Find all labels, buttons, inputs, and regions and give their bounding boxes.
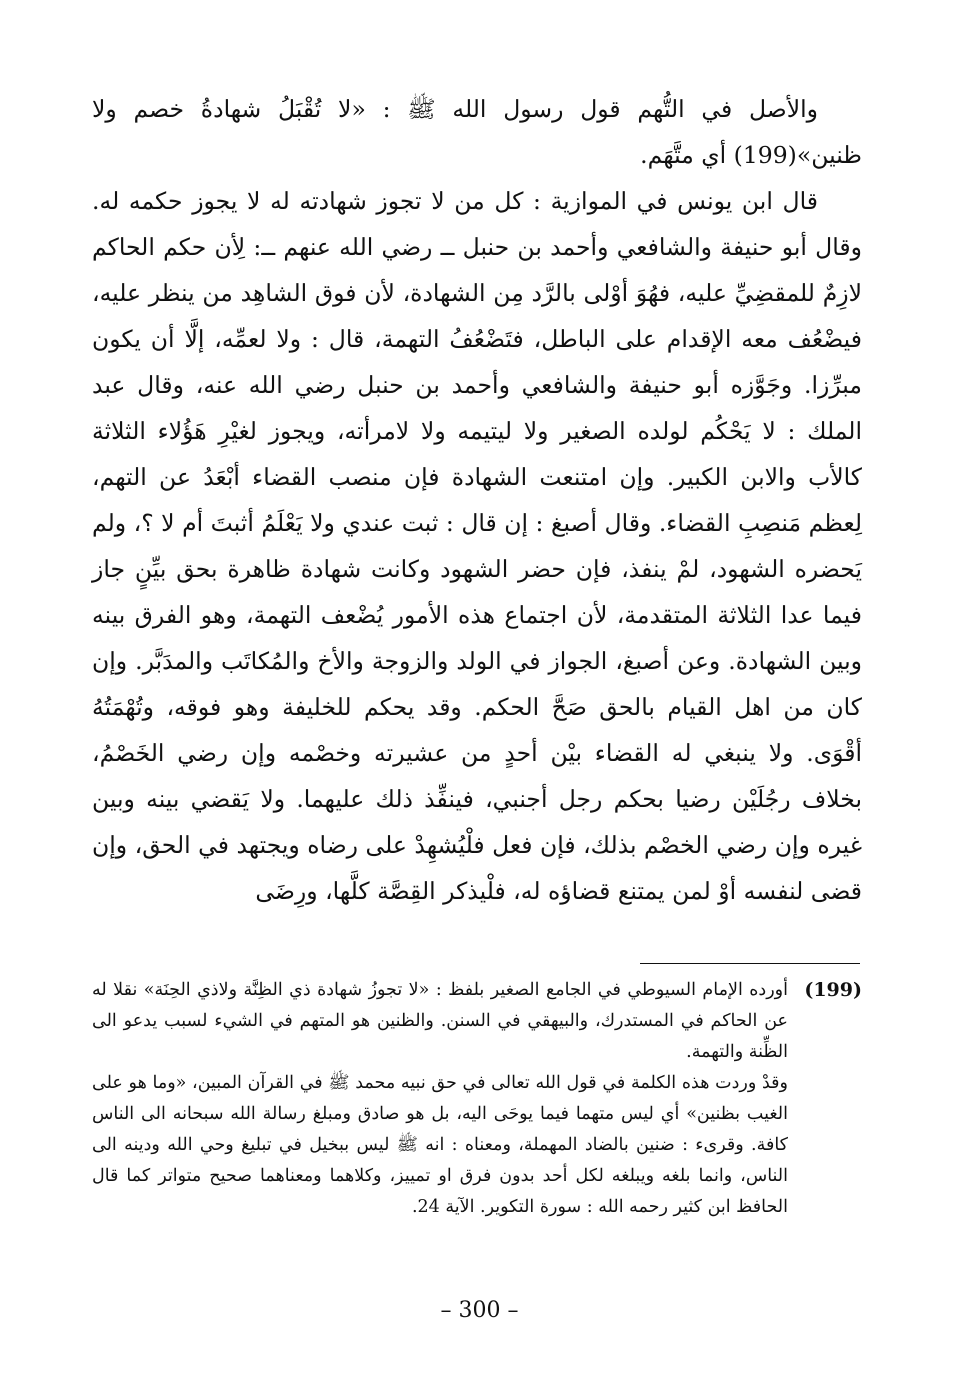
footnote-separator [640,963,860,964]
footnote-paragraph-1: أورده الإمام السيوطي في الجامع الصغير بلفظ : «لا تجوزُ شهادة ذي الظِنَّة ولاذي الحِنَة» نقلا له عن الحاكم في المستدرك، والبيهقي في السنن. والظنين هو المتهم في الشيء لسبب يدعو الى الظِّنة والتهمة. [92,980,788,1062]
footnote-199 [92,975,862,1223]
page-number: – 300 – [440,1298,519,1323]
paragraph-1: والأصل في التُّهم قول رسول الله ﷺ : «لا تُقْبَلُ شهادةُ خصم ولا ظنين»(199) أي متَّهَم. [92,95,862,169]
main-text [92,86,862,914]
footnotes [92,975,862,1223]
paragraph-2: قال ابن يونس في الموازية : كل من لا تجوز شهادته له لا يجوز حكمه له. وقال أبو حنيفة والشافعي وأحمد بن حنبل ــ رضي الله عنهم ــ: لِأن حكم الحاكم لازِمٌ للمقضِيِّ عليه، فهُوَ أوْلى بالرَّد مِن الشهادة، لأن فوق الشاهِد من ينظر عليه، فيضْعُف معه الإقدام على الباطل، فتَضْعُفُ التهمة، قال : ولا لعمِّه، إلَّا أن يكون مبرِّزا. وجَوَّزه أبو حنيفة والشافعي وأحمد بن حنبل رضي الله عنه، وقال عبد الملك : لا يَحْكُم لولده الصغير ولا ليتيمه ولا لامرأته، ويجوز لغيْرِ هَؤُلاء الثلاثة كالأب والابن الكبير. وإن امتنعت الشهادة فإن منصب القضاء أبْعَدُ عن التهم، لِعظم مَنصِبِ القضاء. وقال أصبغ : إن قال : ثبت عندي ولا يَعْلَمُ أثبتَ أم لا ؟، ولم يَحضره الشهود، لمْ ينفذ، فإن حضر الشهود وكانت شهادة ظاهرة بحق بيِّنٍ جاز فيما عدا الثلاثة المتقدمة، لأن اجتماع هذه الأمور يُضْعف التهمة، وهو الفرق بينه وبين الشهادة. وعن أصبغ، الجواز في الولد والزوجة والأخ والمُكاتَب والمدَبَّر. وإن كان من اهل القيام بالحق صَحَّ الحكم. وقد يحكم للخليفة وهو فوقه، وتُهْمَتُهُ أقْوَى. ولا ينبغي له القضاء بيْن أحدٍ من عشيرته وخصْمه وإن رضي الخَصْمُ، بخلاف رجُلَيْن رضيا بحكم رجل أجنبي، فينفِّذ ذلك عليهما. ولا يَقضي بينه وبين غيره وإن رضي الخصْم بذلك، فإن فعل فلْيُشهِدْ على رضاه ويجتهد في الحق، وإن قضى لنفسه أوْ لمن يمتنع قضاؤه له، فلْيذكر القِصَّة كلَّها، ورِضَى [92,187,862,905]
footnote-number: (199) [804,979,862,1001]
footnote-paragraph-2: وقدْ وردت هذه الكلمة في قول الله تعالى في حق نبيه محمد ﷺ في القرآن المبين، «وما هو على الغيب بظنين» أي ليس متهما فيما يوحَى اليه، بل هو صادق ومبلغ رسالة الله سبحانه الى الناس كافة. وقرىء : ضنين بالضاد المهملة، ومعناه : انه ﷺ ليس ببخيل في تبليغ وحي الله ودينه الى الناس، وانما بلغه ويبلغه لكل أحد بدون فرق او تمييز، وكلاهما ومعناهما صحيح متواتر كما قال الحافظ ابن كثير رحمه الله : سورة التكوير. الآية 24. [92,1073,788,1217]
